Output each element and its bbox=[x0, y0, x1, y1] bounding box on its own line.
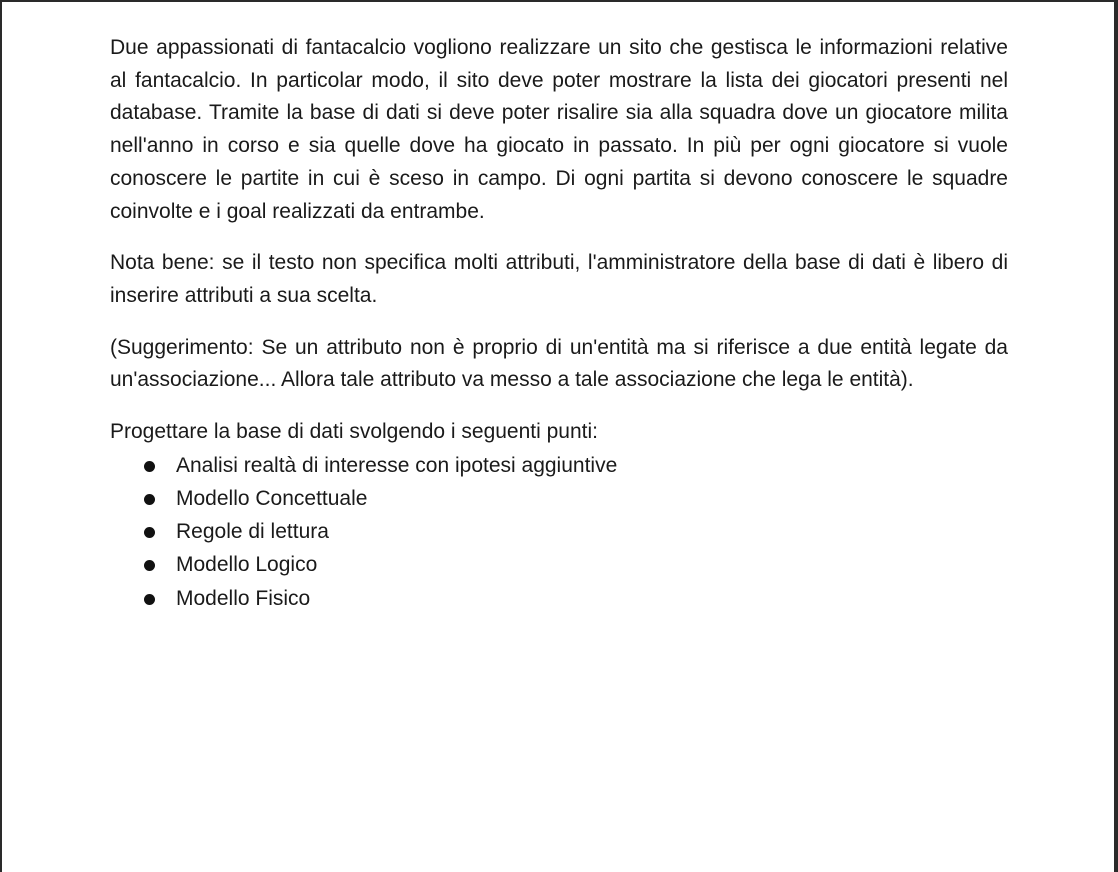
list-item-label: Modello Fisico bbox=[176, 586, 311, 610]
list-item-label: Analisi realtà di interesse con ipotesi aggiuntive bbox=[176, 453, 618, 477]
list-item-label: Modello Logico bbox=[176, 553, 318, 577]
paragraph-suggestion: (Suggerimento: Se un attributo non è proprio di un'entità ma si riferisce a due entità legate da un'associazione... Allora tale attributo va messo a tale associazione che lega le entità). bbox=[110, 335, 1008, 392]
list-item bbox=[110, 582, 1008, 615]
paragraph-note: Nota bene: se il testo non specifica molti attributi, l'amministratore della base di dati è libero di inserire attributi a sua scelta. bbox=[110, 251, 1008, 307]
task-list bbox=[110, 449, 1008, 615]
document-page bbox=[2, 2, 1114, 872]
task-intro: Progettare la base di dati svolgendo i seguenti punti: bbox=[110, 420, 598, 444]
bullet-icon bbox=[144, 461, 155, 472]
list-item bbox=[110, 515, 1008, 548]
list-item-label: Modello Concettuale bbox=[176, 486, 368, 510]
bullet-icon bbox=[144, 527, 155, 538]
bullet-icon bbox=[144, 494, 155, 505]
bullet-icon bbox=[144, 594, 155, 605]
list-item bbox=[110, 449, 1008, 482]
document-body bbox=[110, 32, 1008, 615]
list-item bbox=[110, 482, 1008, 515]
list-item bbox=[110, 548, 1008, 581]
list-item-label: Regole di lettura bbox=[176, 520, 329, 544]
bullet-icon bbox=[144, 560, 155, 571]
paragraph-description: Due appassionati di fantacalcio vogliono realizzare un sito che gestisca le informazioni relative al fantacalcio. In particolar modo, il sito deve poter mostrare la lista dei giocatori presenti nel database. Tramite la base di dati si deve poter risalire sia alla squadra dove un giocatore milita nell'anno in corso e sia quelle dove ha giocato in passato. In più per ogni giocatore si vuole conoscere le partite in cui è sceso in campo. Di ogni partita si devono conoscere le squadre coinvolte e i goal realizzati da entrambe. bbox=[110, 36, 1008, 223]
